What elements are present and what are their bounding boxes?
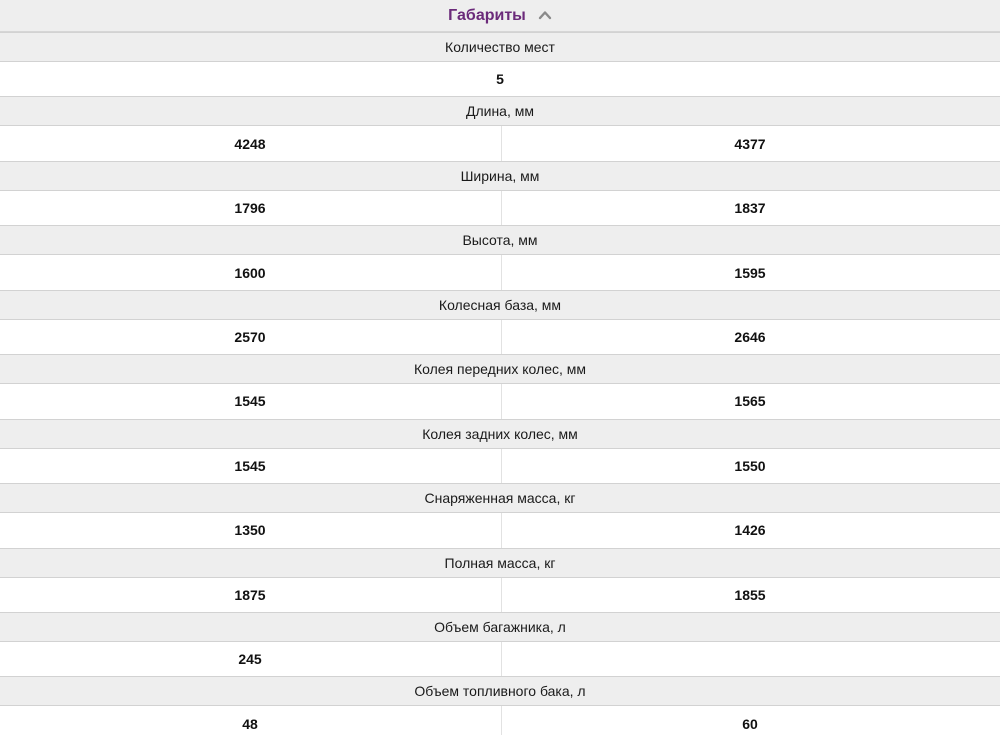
spec-value-left: 1545 <box>234 393 266 410</box>
spec-value-left: 1796 <box>234 200 266 217</box>
spec-label: Ширина, мм <box>0 161 1000 191</box>
section-header-dimensions[interactable] <box>0 0 1000 32</box>
spec-value-left: 1350 <box>234 522 266 539</box>
spec-group <box>0 548 1000 612</box>
spec-label: Длина, мм <box>0 96 1000 126</box>
spec-value-right: 1565 <box>734 393 766 410</box>
spec-value-row <box>0 126 1000 160</box>
spec-value-left: 48 <box>242 715 258 732</box>
section-title: Габариты <box>448 6 526 24</box>
spec-value-right: 2646 <box>734 328 766 345</box>
spec-value-left: 1875 <box>234 586 266 603</box>
spec-group <box>0 483 1000 547</box>
spec-label: Высота, мм <box>0 225 1000 255</box>
spec-value-left: 2570 <box>234 328 266 345</box>
spec-value-row <box>0 513 1000 547</box>
spec-label: Объем багажника, л <box>0 612 1000 642</box>
spec-value-row <box>0 449 1000 483</box>
spec-group <box>0 354 1000 418</box>
spec-group <box>0 676 1000 735</box>
spec-value-right: 1550 <box>734 457 766 474</box>
spec-value-right: 60 <box>742 715 758 732</box>
spec-rows <box>0 32 1000 735</box>
spec-label: Объем топливного бака, л <box>0 676 1000 706</box>
spec-label: Снаряженная масса, кг <box>0 483 1000 513</box>
spec-group <box>0 225 1000 289</box>
spec-value-row <box>0 384 1000 418</box>
spec-value-row <box>0 62 1000 96</box>
spec-label: Колея передних колес, мм <box>0 354 1000 384</box>
spec-group <box>0 290 1000 354</box>
spec-value-right <box>500 642 1000 676</box>
spec-label: Колея задних колес, мм <box>0 419 1000 449</box>
spec-value-left: 1600 <box>234 264 266 281</box>
spec-label: Количество мест <box>0 32 1000 62</box>
spec-label: Колесная база, мм <box>0 290 1000 320</box>
spec-value-row <box>0 255 1000 289</box>
spec-value-right: 1595 <box>734 264 766 281</box>
spec-group <box>0 612 1000 676</box>
spec-group <box>0 96 1000 160</box>
spec-group <box>0 32 1000 96</box>
spec-value: 5 <box>496 71 504 88</box>
spec-value-left: 245 <box>238 651 262 668</box>
spec-value-left: 4248 <box>234 135 266 152</box>
spec-value-right: 1837 <box>734 200 766 217</box>
spec-value-row <box>0 706 1000 735</box>
chevron-up-icon[interactable] <box>538 8 552 22</box>
spec-value-row <box>0 642 1000 676</box>
spec-value-row <box>0 191 1000 225</box>
spec-value-row <box>0 578 1000 612</box>
spec-group <box>0 419 1000 483</box>
spec-value-right: 4377 <box>734 135 766 152</box>
spec-value-right: 1855 <box>734 586 766 603</box>
spec-value-left: 1545 <box>234 457 266 474</box>
spec-value-row <box>0 320 1000 354</box>
spec-value-right: 1426 <box>734 522 766 539</box>
spec-label: Полная масса, кг <box>0 548 1000 578</box>
spec-group <box>0 161 1000 225</box>
